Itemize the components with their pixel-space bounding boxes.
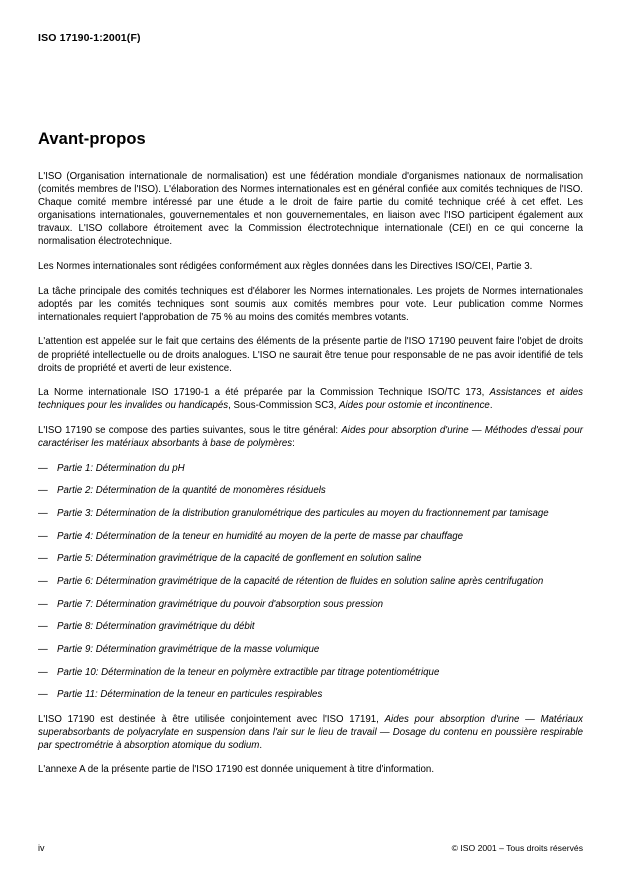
paragraph-committee-preparation xyxy=(38,386,583,412)
list-item-label: Partie 8: Détermination gravimétrique du débit xyxy=(57,621,255,633)
list-item-label: Partie 7: Détermination gravimétrique du pouvoir d'absorption sous pression xyxy=(57,598,384,610)
paragraph-iso-17191 xyxy=(38,713,583,752)
list-item xyxy=(38,666,583,679)
list-item xyxy=(38,620,583,633)
committee-name-tc173: Assistances et aides techniques pour les invalides ou handicapés xyxy=(38,387,583,412)
em-dash-icon: — xyxy=(38,598,48,610)
page-title: Avant-propos xyxy=(38,130,146,148)
list-item-label: Partie 1: Détermination du pH xyxy=(57,462,185,474)
em-dash-icon: — xyxy=(38,666,48,678)
em-dash-icon: — xyxy=(38,462,48,474)
page-number: iv xyxy=(38,843,45,853)
list-item xyxy=(38,462,583,475)
parts-intro-lead: L'ISO 17190 se compose des parties suivantes, sous le titre général: xyxy=(38,424,342,436)
list-item-label: Partie 10: Détermination de la teneur en polymère extractible par titrage potentiométrique xyxy=(57,666,440,678)
copyright-notice: © ISO 2001 – Tous droits réservés xyxy=(451,843,583,853)
paragraph-annex-a: L'annexe A de la présente partie de l'ISO 17190 est donnée uniquement à titre d'information. xyxy=(38,764,435,776)
list-item-label: Partie 6: Détermination gravimétrique de la capacité de rétention de fluides en solution saline après centrifugation xyxy=(57,576,544,588)
parts-list xyxy=(38,462,583,702)
paragraph-parts-intro xyxy=(38,424,583,450)
general-title: Aides pour absorption d'urine — Méthodes d'essai pour caractériser les matériaux absorbants à base de polymères xyxy=(38,424,583,449)
list-item-label: Partie 5: Détermination gravimétrique de la capacité de gonflement en solution saline xyxy=(57,553,422,565)
paragraph-patent-rights: L'attention est appelée sur le fait que certains des éléments de la présente partie de l'ISO 17190 peuvent faire l'objet de droits de propriété intellectuelle ou de droits analogues. L'ISO ne saurait être tenue pour responsable de ne pas avoir identifié de tels droits de propriété et averti de leur existence. xyxy=(38,336,583,374)
em-dash-icon: — xyxy=(38,530,48,542)
list-item xyxy=(38,575,583,588)
paragraph-technical-committees: La tâche principale des comités techniques est d'élaborer les Normes internationales. Les projets de Normes internationales adoptés par les comités techniques sont soumis aux comités membres pour vote. Leur publication comme Normes internationales requiert l'approbation de 75 % au moins des comités membres votants. xyxy=(38,285,583,323)
list-item xyxy=(38,484,583,497)
document-header: ISO 17190-1:2001(F) xyxy=(38,32,141,44)
committee-text-mid: , Sous-Commission SC3, xyxy=(228,400,340,412)
list-item xyxy=(38,507,583,520)
list-item-label: Partie 11: Détermination de la teneur en particules respirables xyxy=(57,689,323,701)
list-item-label: Partie 4: Détermination de la teneur en humidité au moyen de la perte de masse par chauffage xyxy=(57,530,464,542)
list-item xyxy=(38,688,583,701)
subcommittee-name-sc3: Aides pour ostomie et incontinence xyxy=(339,400,490,412)
em-dash-icon: — xyxy=(38,621,48,633)
em-dash-icon: — xyxy=(38,553,48,565)
em-dash-icon: — xyxy=(38,689,48,701)
paragraph-iso-description: L'ISO (Organisation internationale de normalisation) est une fédération mondiale d'organismes nationaux de normalisation (comités membres de l'ISO). L'élaboration des Normes internationales est en général confiée aux comités techniques de l'ISO. Chaque comité membre intéressé par une étude a le droit de faire partie du comité technique créé à cet effet. Les organisations internationales, gouvernementales et non gouvernementales, en liaison avec l'ISO participent également aux travaux. L'ISO collabore étroitement avec la Commission électrotechnique internationale (CEI) en ce qui concerne la normalisation électrotechnique. xyxy=(38,171,583,248)
committee-text-lead: La Norme internationale ISO 17190-1 a été préparée par la Commission Technique ISO/TC 173, xyxy=(38,387,490,399)
list-item-label: Partie 3: Détermination de la distribution granulométrique des particules au moyen du fractionnement par tamisage xyxy=(57,507,549,519)
document-body xyxy=(38,130,583,788)
list-item xyxy=(38,598,583,611)
paragraph-directives: Les Normes internationales sont rédigées conformément aux règles données dans les Directives ISO/CEI, Partie 3. xyxy=(38,261,533,273)
em-dash-icon: — xyxy=(38,644,48,656)
parts-intro-end: : xyxy=(292,438,295,449)
list-item xyxy=(38,643,583,656)
em-dash-icon: — xyxy=(38,507,48,519)
iso17191-title: Aides pour absorption d'urine — Matériaux superabsorbants de polyacrylate en suspension dans l'air sur le lieu de travail — Dosage du contenu en poussière respirable par spectrométrie à absorption atomique du sodium xyxy=(38,713,583,751)
list-item xyxy=(38,552,583,565)
list-item-label: Partie 9: Détermination gravimétrique de la masse volumique xyxy=(57,644,320,656)
page-footer xyxy=(38,843,583,853)
iso17191-lead: L'ISO 17190 est destinée à être utilisée conjointement avec l'ISO 17191, xyxy=(38,713,385,725)
iso17191-end: . xyxy=(259,739,263,751)
list-item-label: Partie 2: Détermination de la quantité de monomères résiduels xyxy=(57,485,326,497)
em-dash-icon: — xyxy=(38,485,48,497)
committee-text-end: . xyxy=(489,400,493,412)
em-dash-icon: — xyxy=(38,576,48,588)
list-item xyxy=(38,530,583,543)
